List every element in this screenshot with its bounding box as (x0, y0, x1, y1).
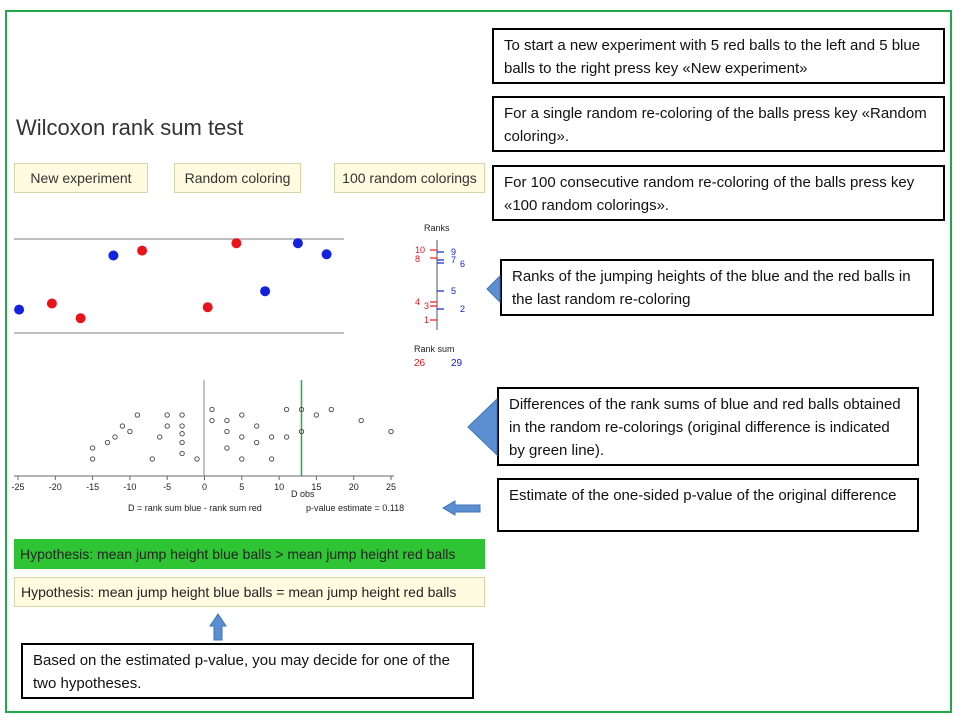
chart-caption: D = rank sum blue - rank sum red (128, 503, 262, 513)
red-rank-label: 10 (415, 245, 426, 255)
blue-rank-sum: 29 (451, 358, 463, 369)
new-experiment-button[interactable]: New experiment (14, 163, 148, 193)
arrow-up-icon (210, 614, 226, 640)
callout-differences: Differences of the rank sums of blue and red balls obtained in the random re-colorings (original difference is indicated by green line). (497, 387, 919, 466)
callout-decide: Based on the estimated p-value, you may decide for one of the two hypotheses. (21, 643, 474, 699)
x-tick-label: 0 (201, 482, 208, 492)
x-tick-label: -20 (48, 482, 62, 492)
callout-p-value: Estimate of the one-sided p-value of the original difference (497, 478, 919, 532)
callout-ranks: Ranks of the jumping heights of the blue and the red balls in the last random re-coloring (500, 259, 934, 316)
x-tick-label: -15 (86, 482, 100, 492)
red-rank-label: 4 (415, 297, 421, 307)
red-rank-sum: 26 (414, 358, 426, 369)
x-axis-label: D obs (291, 489, 315, 499)
x-tick-label: -5 (163, 482, 172, 492)
random-coloring-button[interactable]: Random coloring (174, 163, 301, 193)
arrow-left-icon (443, 501, 480, 515)
x-tick-label: 20 (348, 482, 359, 492)
blue-rank-label: 9 (451, 247, 457, 257)
arrow-left-icon (487, 276, 500, 302)
blue-rank-label: 7 (451, 255, 457, 265)
x-tick-label: 5 (239, 482, 245, 492)
arrow-left-icon (468, 399, 497, 455)
hundred-random-colorings-button[interactable]: 100 random colorings (334, 163, 485, 193)
hypothesis-greater-button[interactable]: Hypothesis: mean jump height blue balls > mean jump height red balls (14, 539, 485, 569)
hypothesis-equal-button[interactable]: Hypothesis: mean jump height blue balls = mean jump height red balls (14, 577, 485, 607)
red-rank-label: 3 (424, 301, 430, 311)
red-rank-label: 1 (424, 315, 430, 325)
x-tick-label: 25 (385, 482, 397, 492)
page-title: Wilcoxon rank sum test (16, 115, 244, 140)
x-tick-label: -10 (123, 482, 137, 492)
p-value-estimate: p-value estimate = 0.118 (306, 503, 405, 513)
ranks-title: Ranks (424, 223, 450, 233)
callout-hundred-colorings: For 100 consecutive random re-coloring of the balls press key «100 random colorings». (492, 165, 945, 221)
x-tick-label: 10 (274, 482, 285, 492)
red-rank-label: 8 (415, 254, 421, 264)
callout-random-coloring: For a single random re-coloring of the balls press key «Random coloring». (492, 96, 945, 152)
x-tick-label: -25 (11, 482, 25, 492)
x-tick-label: 15 (311, 482, 322, 492)
blue-rank-label: 5 (451, 286, 457, 296)
blue-rank-label: 2 (460, 304, 466, 314)
blue-rank-label: 6 (460, 259, 466, 269)
rank-sum-title: Rank sum (414, 344, 455, 354)
callout-new-experiment: To start a new experiment with 5 red balls to the left and 5 blue balls to the right press key «New experiment» (492, 28, 945, 84)
